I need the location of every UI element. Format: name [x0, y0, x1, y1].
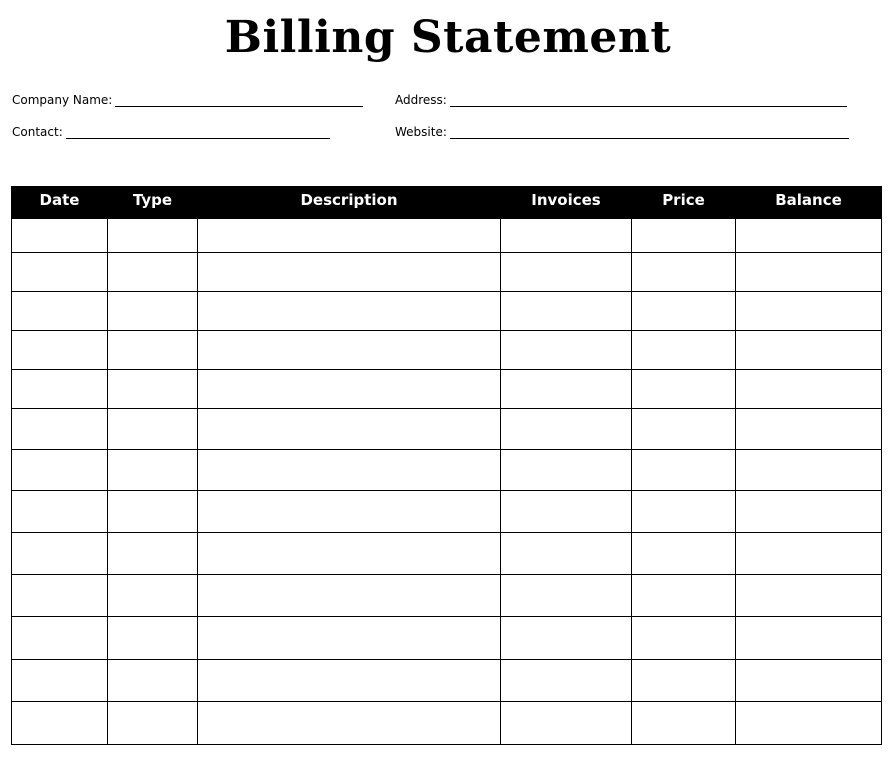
type-cell[interactable] — [108, 450, 198, 491]
invoices-cell[interactable] — [501, 702, 632, 745]
date-cell[interactable] — [12, 450, 108, 491]
table-row — [12, 331, 882, 370]
invoices-cell[interactable] — [501, 370, 632, 409]
type-cell[interactable] — [108, 409, 198, 450]
price-cell[interactable] — [632, 292, 736, 331]
type-cell[interactable] — [108, 370, 198, 409]
contact-line[interactable] — [66, 125, 330, 139]
price-cell[interactable] — [632, 702, 736, 745]
website-field[interactable] — [395, 123, 849, 139]
price-cell[interactable] — [632, 331, 736, 370]
company-name-field[interactable] — [12, 91, 363, 107]
price-cell[interactable] — [632, 533, 736, 575]
balance-cell[interactable] — [736, 331, 882, 370]
price-cell[interactable] — [632, 409, 736, 450]
date-cell[interactable] — [12, 617, 108, 660]
description-cell[interactable] — [198, 617, 501, 660]
date-cell[interactable] — [12, 533, 108, 575]
price-cell[interactable] — [632, 575, 736, 617]
column-header-type: Type — [108, 187, 198, 219]
price-cell[interactable] — [632, 370, 736, 409]
column-header-balance: Balance — [736, 187, 882, 219]
type-cell[interactable] — [108, 575, 198, 617]
type-cell[interactable] — [108, 491, 198, 533]
invoices-cell[interactable] — [501, 617, 632, 660]
table-row — [12, 660, 882, 702]
type-cell[interactable] — [108, 702, 198, 745]
column-header-date: Date — [12, 187, 108, 219]
table-row — [12, 575, 882, 617]
table-header-row — [12, 187, 882, 219]
table-row — [12, 617, 882, 660]
balance-cell[interactable] — [736, 219, 882, 253]
type-cell[interactable] — [108, 660, 198, 702]
balance-cell[interactable] — [736, 533, 882, 575]
date-cell[interactable] — [12, 292, 108, 331]
invoices-cell[interactable] — [501, 450, 632, 491]
company-name-line[interactable] — [115, 93, 363, 107]
balance-cell[interactable] — [736, 660, 882, 702]
table-row — [12, 292, 882, 331]
balance-cell[interactable] — [736, 450, 882, 491]
invoices-cell[interactable] — [501, 219, 632, 253]
balance-cell[interactable] — [736, 491, 882, 533]
column-header-description: Description — [198, 187, 501, 219]
column-header-price: Price — [632, 187, 736, 219]
description-cell[interactable] — [198, 219, 501, 253]
invoices-cell[interactable] — [501, 491, 632, 533]
table-row — [12, 702, 882, 745]
price-cell[interactable] — [632, 253, 736, 292]
date-cell[interactable] — [12, 409, 108, 450]
invoices-cell[interactable] — [501, 533, 632, 575]
balance-cell[interactable] — [736, 292, 882, 331]
invoices-cell[interactable] — [501, 292, 632, 331]
company-name-label: Company Name: — [12, 93, 113, 107]
invoices-cell[interactable] — [501, 660, 632, 702]
invoices-cell[interactable] — [501, 253, 632, 292]
description-cell[interactable] — [198, 702, 501, 745]
description-cell[interactable] — [198, 491, 501, 533]
table-row — [12, 450, 882, 491]
website-line[interactable] — [450, 125, 849, 139]
balance-cell[interactable] — [736, 702, 882, 745]
date-cell[interactable] — [12, 702, 108, 745]
table-row — [12, 370, 882, 409]
address-field[interactable] — [395, 91, 847, 107]
type-cell[interactable] — [108, 253, 198, 292]
description-cell[interactable] — [198, 370, 501, 409]
billing-table — [11, 186, 882, 745]
price-cell[interactable] — [632, 491, 736, 533]
table-row — [12, 219, 882, 253]
table-row — [12, 253, 882, 292]
description-cell[interactable] — [198, 409, 501, 450]
website-label: Website: — [395, 125, 447, 139]
description-cell[interactable] — [198, 292, 501, 331]
type-cell[interactable] — [108, 292, 198, 331]
date-cell[interactable] — [12, 491, 108, 533]
invoices-cell[interactable] — [501, 331, 632, 370]
description-cell[interactable] — [198, 331, 501, 370]
price-cell[interactable] — [632, 660, 736, 702]
invoices-cell[interactable] — [501, 575, 632, 617]
table-row — [12, 491, 882, 533]
balance-cell[interactable] — [736, 253, 882, 292]
table-row — [12, 409, 882, 450]
document-title: Billing Statement — [224, 12, 672, 63]
description-cell[interactable] — [198, 575, 501, 617]
description-cell[interactable] — [198, 253, 501, 292]
price-cell[interactable] — [632, 450, 736, 491]
price-cell[interactable] — [632, 617, 736, 660]
type-cell[interactable] — [108, 533, 198, 575]
description-cell[interactable] — [198, 533, 501, 575]
type-cell[interactable] — [108, 219, 198, 253]
column-header-invoices: Invoices — [501, 187, 632, 219]
invoices-cell[interactable] — [501, 409, 632, 450]
balance-cell[interactable] — [736, 370, 882, 409]
date-cell[interactable] — [12, 660, 108, 702]
date-cell[interactable] — [12, 370, 108, 409]
description-cell[interactable] — [198, 450, 501, 491]
type-cell[interactable] — [108, 617, 198, 660]
description-cell[interactable] — [198, 660, 501, 702]
balance-cell[interactable] — [736, 575, 882, 617]
contact-field[interactable] — [12, 123, 330, 139]
price-cell[interactable] — [632, 219, 736, 253]
date-cell[interactable] — [12, 575, 108, 617]
balance-cell[interactable] — [736, 617, 882, 660]
type-cell[interactable] — [108, 331, 198, 370]
address-label: Address: — [395, 93, 447, 107]
contact-label: Contact: — [12, 125, 63, 139]
date-cell[interactable] — [12, 219, 108, 253]
address-line[interactable] — [450, 93, 847, 107]
date-cell[interactable] — [12, 253, 108, 292]
date-cell[interactable] — [12, 331, 108, 370]
table-row — [12, 533, 882, 575]
balance-cell[interactable] — [736, 409, 882, 450]
